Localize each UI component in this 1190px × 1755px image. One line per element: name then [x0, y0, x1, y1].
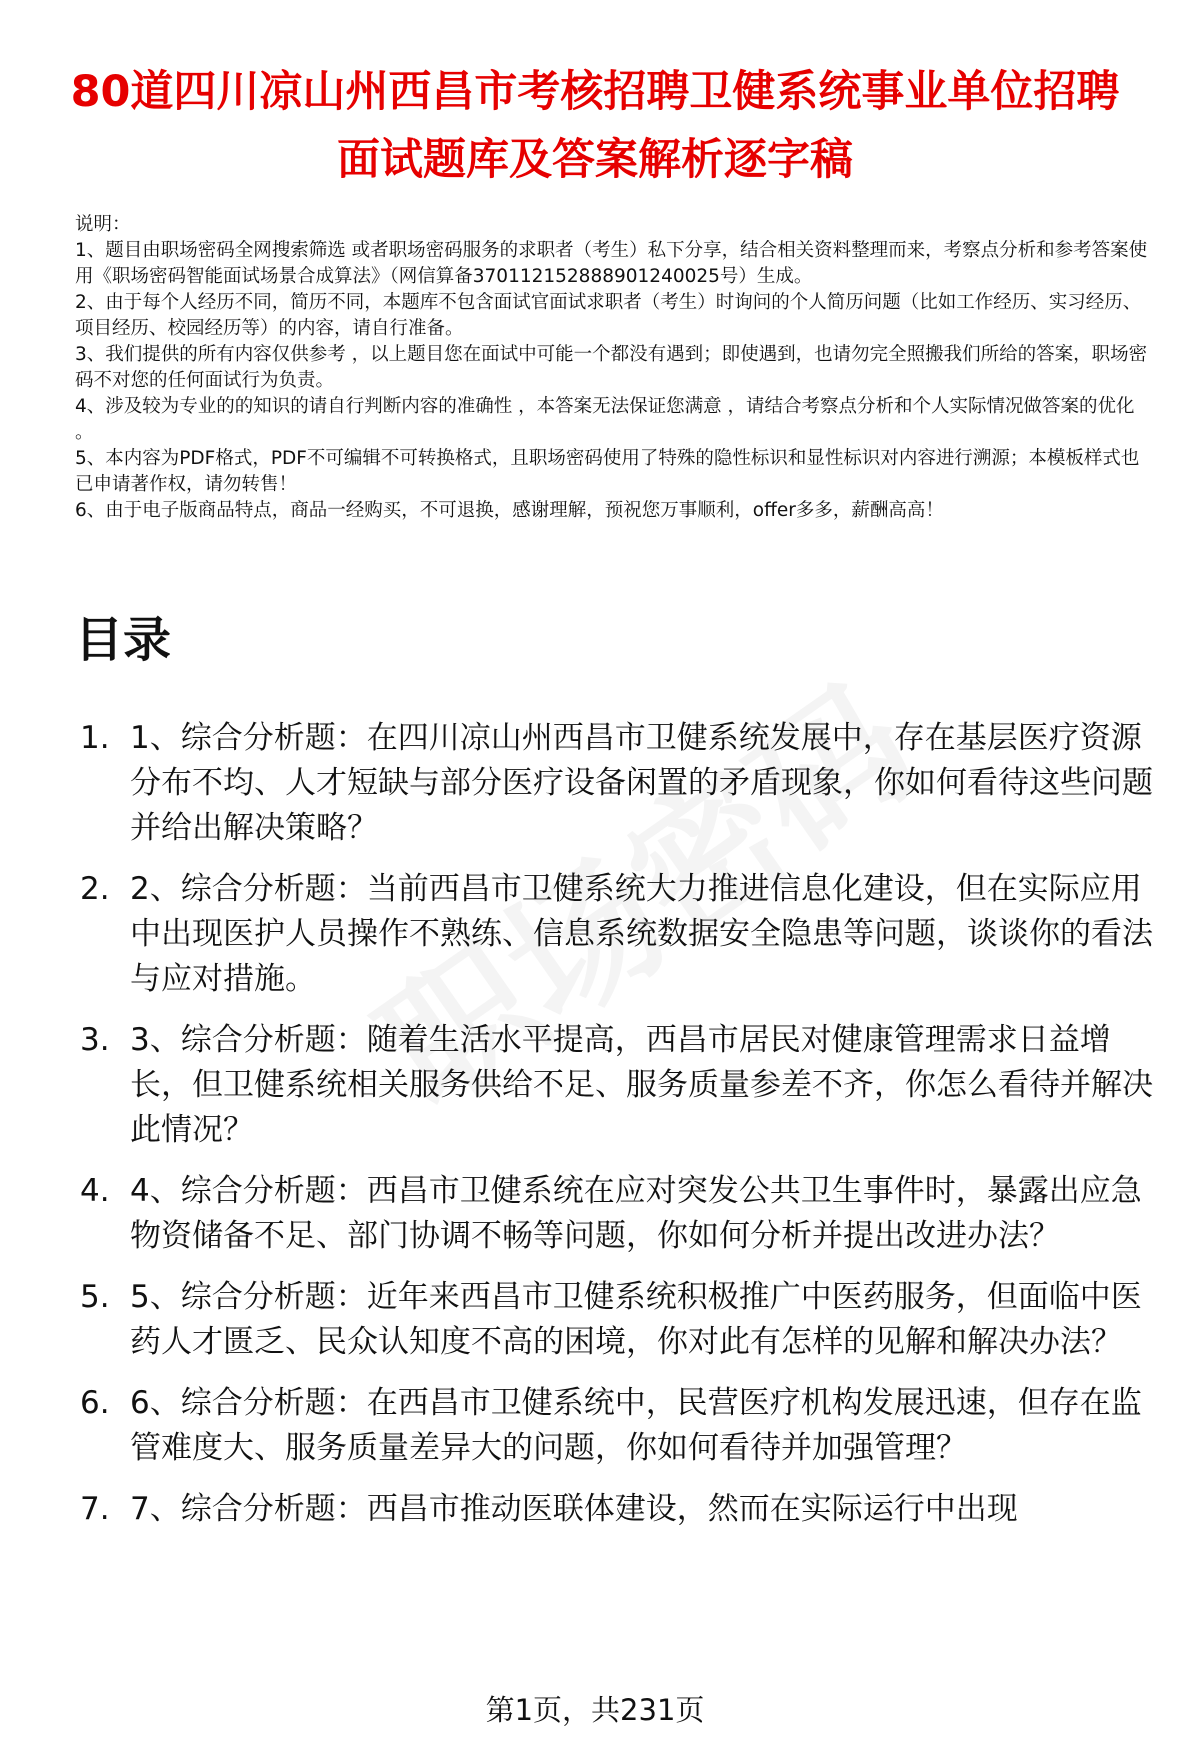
toc-item-number: 4. — [80, 1173, 110, 1209]
note-item: 6、由于电子版商品特点，商品一经购买，不可退换，感谢理解，预祝您万事顺利，offer多多，薪酬高高！ — [75, 500, 944, 521]
toc-item[interactable] — [75, 1381, 1165, 1471]
toc-item[interactable] — [75, 1018, 1165, 1153]
note-item: 3、我们提供的所有内容仅供参考 ，以上题目您在面试中可能一个都没有遇到；即使遇到，也请勿完全照搬我们所给的答案，职场密码不对您的任何面试行为负责。 — [75, 344, 1148, 391]
table-of-contents — [75, 716, 1165, 1548]
toc-item-text: 6、综合分析题：在西昌市卫健系统中，民营医疗机构发展迅速，但存在监管难度大、服务质量差异大的问题，你如何看待并加强管理？ — [130, 1385, 1142, 1466]
toc-item-text: 1、综合分析题：在四川凉山州西昌市卫健系统发展中，存在基层医疗资源分布不均、人才短缺与部分医疗设备闲置的矛盾现象，你如何看待这些问题并给出解决策略？ — [130, 720, 1153, 846]
toc-item[interactable] — [75, 867, 1165, 1002]
page-footer: 第1页，共231页 — [485, 1693, 705, 1727]
toc-item-number: 6. — [80, 1385, 110, 1421]
toc-item-number: 7. — [80, 1491, 110, 1527]
toc-item-number: 2. — [80, 871, 110, 907]
toc-item-text: 5、综合分析题：近年来西昌市卫健系统积极推广中医药服务，但面临中医药人才匮乏、民众认知度不高的困境，你对此有怎样的见解和解决办法？ — [130, 1279, 1142, 1360]
toc-item-number: 1. — [80, 720, 110, 756]
note-item: 2、由于每个人经历不同，简历不同，本题库不包含面试官面试求职者（考生）时询问的个人简历问题（比如工作经历、实习经历、项目经历、校园经历等）的内容，请自行准备。 — [75, 292, 1142, 339]
toc-item-number: 5. — [80, 1279, 110, 1315]
notes-heading: 说明： — [75, 214, 131, 235]
toc-item-text: 4、综合分析题：西昌市卫健系统在应对突发公共卫生事件时，暴露出应急物资储备不足、部门协调不畅等问题，你如何分析并提出改进办法？ — [130, 1173, 1142, 1254]
note-item: 5、本内容为PDF格式，PDF不可编辑不可转换格式，且职场密码使用了特殊的隐性标识和显性标识对内容进行溯源；本模板样式也已申请著作权，请勿转售！ — [75, 448, 1140, 495]
toc-item-number: 3. — [80, 1022, 110, 1058]
toc-item[interactable] — [75, 1169, 1165, 1259]
toc-item[interactable] — [75, 716, 1165, 851]
notes-section — [75, 212, 1155, 524]
toc-item-text: 2、综合分析题：当前西昌市卫健系统大力推进信息化建设，但在实际应用中出现医护人员操作不熟练、信息系统数据安全隐患等问题，谈谈你的看法与应对措施。 — [130, 871, 1153, 997]
document-title: 80道四川凉山州西昌市考核招聘卫健系统事业单位招聘面试题库及答案解析逐字稿 — [70, 67, 1120, 185]
note-item: 4、涉及较为专业的的知识的请自行判断内容的准确性 ，本答案无法保证您满意 ，请结合考察点分析和个人实际情况做答案的优化 。 — [75, 396, 1135, 443]
toc-item[interactable] — [75, 1275, 1165, 1365]
toc-item-text: 3、综合分析题：随着生活水平提高，西昌市居民对健康管理需求日益增长，但卫健系统相关服务供给不足、服务质量参差不齐，你怎么看待并解决此情况？ — [130, 1022, 1153, 1148]
note-item: 1、题目由职场密码全网搜索筛选 或者职场密码服务的求职者（考生）私下分享，结合相关资料整理而来，考察点分析和参考答案使用《职场密码智能面试场景合成算法》（网信算备370112152888901240025号）生成。 — [75, 240, 1148, 287]
toc-item[interactable] — [75, 1487, 1165, 1532]
toc-heading: 目录 — [75, 612, 172, 668]
toc-item-text: 7、综合分析题：西昌市推动医联体建设，然而在实际运行中出现 — [130, 1491, 1018, 1527]
